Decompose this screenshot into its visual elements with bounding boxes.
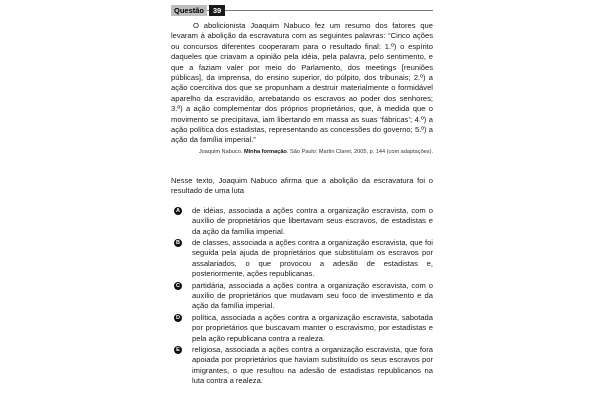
question-number: 39 bbox=[209, 5, 225, 16]
question-page bbox=[171, 5, 433, 388]
passage-text: O abolicionista Joaquim Nabuco fez um resumo dos fatores que levaram à abolição da escravatura com as seguintes palavras: “Cinco ações ou concursos diferentes cooperaram para o resultado final: 1.º) o espírito daqueles que criavam a opinião pela idéia, pela palavra, pelo sentimento, e que a faziam valer por meio do Parlamento, dos meetings [reuniões públicas], da imprensa, do ensino superior, do púlpito, dos tribunais; 2.º) a ação coercitiva dos que se propunham a destruir materialmente o formidável aparelho da escravidão, arrebatando os escravos ao poder dos senhores; 3.º) a ação complementar dos próprios proprietários, que, à medida que o movimento se precipitava, iam libertando em massa as suas ‘fábricas’; 4.º) a ação política dos estadistas, representando as concessões do governo; 5.º) a ação da família imperial.” bbox=[171, 21, 433, 145]
option-a-text: de idéias, associada a ações contra a organização escravista, com o auxílio de proprietários que libertavam seus escravos, de estadistas e da ação da família imperial. bbox=[192, 205, 433, 236]
option-b-text: de classes, associada a ações contra a organização escravista, que foi seguida pela ajuda de proprietários que substituíam os escravos por assalariados, o que provocou a adesão de estadistas e, posteriormente, ações republicanas. bbox=[192, 237, 433, 279]
question-header bbox=[171, 5, 433, 17]
source-details: . São Paulo: Martin Claret, 2005, p. 144 (com adaptações). bbox=[286, 148, 433, 155]
answer-options bbox=[171, 206, 433, 387]
option-c-badge: C bbox=[174, 282, 182, 290]
option-e-badge: E bbox=[174, 346, 182, 354]
option-a[interactable] bbox=[171, 206, 433, 237]
source-title: Minha formação bbox=[243, 148, 287, 155]
source-citation bbox=[171, 149, 433, 156]
option-e-text: religiosa, associada a ações contra a organização escravista, que fora apoiada por proprietários que haviam substituído os seus escravos por imigrantes, o que resultou na adesão de estadistas republicanos na luta contra a realeza. bbox=[192, 344, 433, 386]
option-c-text: partidária, associada a ações contra a organização escravista, com o auxílio de proprietários que mudavam seu foco de investimento e da ação da família imperial. bbox=[192, 280, 433, 311]
option-d[interactable] bbox=[171, 313, 433, 344]
option-d-text: política, associada a ações contra a organização escravista, sabotada por proprietários que buscavam manter o escravismo, por estadistas e pela ação republicana contra a realeza. bbox=[192, 312, 433, 343]
option-a-badge: A bbox=[174, 207, 182, 215]
option-b-badge: B bbox=[174, 239, 182, 247]
option-e[interactable] bbox=[171, 345, 433, 387]
question-stem: Nesse texto, Joaquim Nabuco afirma que a abolição da escravatura foi o resultado de uma luta bbox=[171, 175, 433, 196]
option-d-badge: D bbox=[174, 314, 182, 322]
option-c[interactable] bbox=[171, 281, 433, 312]
question-label: Questão bbox=[171, 5, 207, 16]
option-b[interactable] bbox=[171, 238, 433, 280]
source-author: Joaquim Nabuco. bbox=[198, 148, 243, 155]
